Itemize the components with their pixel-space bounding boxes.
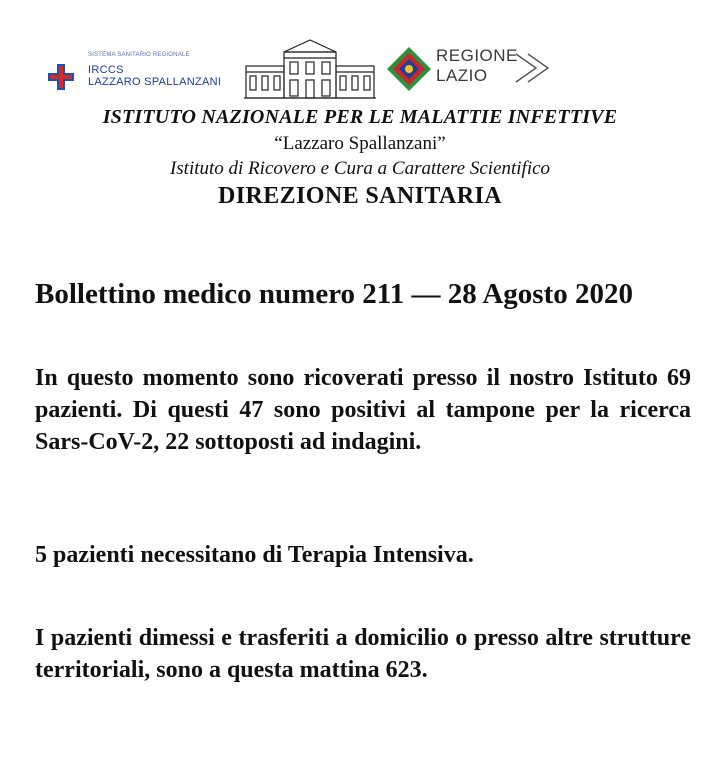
spallanzani-label: LAZZARO SPALLANZANI (88, 76, 222, 88)
lazio-label: LAZIO (436, 66, 488, 85)
irccs-label: IRCCS (88, 64, 124, 76)
direction-title: DIREZIONE SANITARIA (218, 183, 502, 209)
bulletin-paragraph-discharged: I pazienti dimessi e trasferiti a domicilio o presso altre strutture territoriali, sono a questa mattina 623. (35, 625, 691, 683)
institute-name: ISTITUTO NAZIONALE PER LE MALATTIE INFETTIVE (102, 106, 618, 128)
red-cross-icon (48, 64, 74, 90)
irccs-system-label: SISTEMA SANITARIO REGIONALE (88, 52, 190, 58)
regione-label: REGIONE (436, 46, 518, 65)
bulletin-paragraph-intensive-care: 5 pazienti necessitano di Terapia Intensiva. (35, 542, 474, 568)
bulletin-paragraph-patients: In questo momento sono ricoverati presso il nostro Istituto 69 pazienti. Di questi 47 sono positivi al tampone per la ricerca Sars-CoV-2, 22 sottoposti ad indagini. (35, 365, 691, 455)
institute-subtitle: Istituto di Ricovero e Cura a Carattere Scientifico (169, 158, 551, 179)
irccs-spallanzani-logo (44, 52, 236, 92)
bulletin-title: Bollettino medico numero 211 — 28 Agosto 2020 (35, 278, 633, 310)
building-logo-icon (242, 36, 378, 100)
institute-quote: “Lazzaro Spallanzani” (274, 133, 446, 154)
header-logos (0, 34, 720, 102)
regione-lazio-logo (386, 44, 566, 94)
chevrons-icon (514, 48, 558, 90)
lazio-emblem-icon (386, 46, 432, 92)
